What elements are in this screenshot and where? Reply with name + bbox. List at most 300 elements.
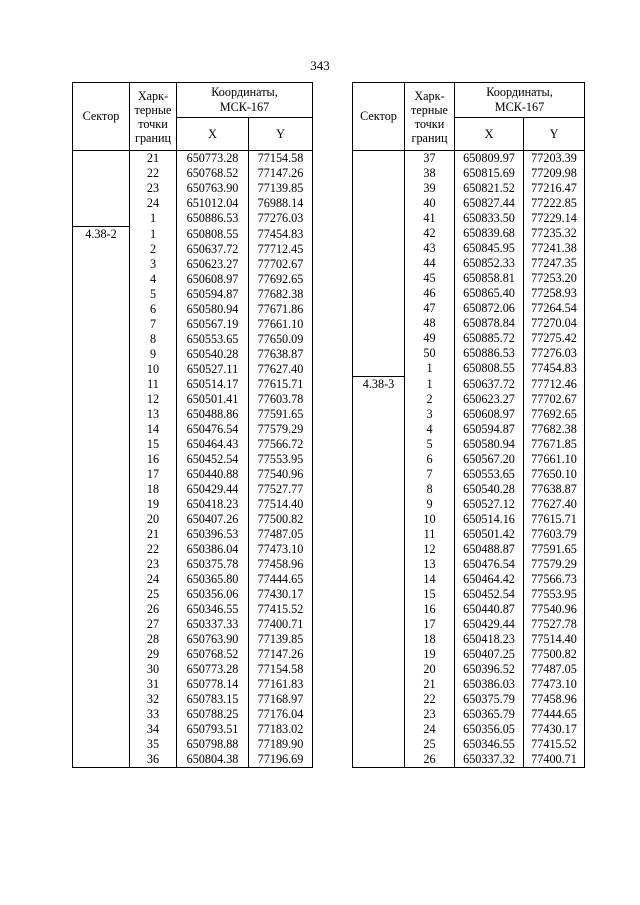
x-cell: 650788.25 [177,707,249,722]
x-cell: 650580.94 [177,302,249,317]
sector-cell [73,452,130,467]
point-cell: 13 [130,407,177,422]
x-cell: 650852.33 [455,256,524,271]
sector-cell [353,452,405,467]
point-cell: 30 [130,662,177,677]
table-row [73,452,313,467]
y-cell: 77540.96 [249,467,313,482]
x-cell: 650396.53 [177,527,249,542]
point-cell: 39 [405,181,455,196]
x-cell: 650429.44 [177,482,249,497]
y-cell: 77712.45 [249,242,313,257]
points-header: Харк- терные точки границ [405,83,455,151]
sector-cell [353,707,405,722]
table-row [353,617,585,632]
x-cell: 650527.12 [455,497,524,512]
sector-cell [353,256,405,271]
table-row [353,662,585,677]
point-cell: 23 [405,707,455,722]
table-row [353,482,585,497]
point-cell: 17 [130,467,177,482]
point-cell: 32 [130,692,177,707]
sector-cell [353,286,405,301]
y-cell: 77139.85 [249,632,313,647]
table-row [353,752,585,768]
y-cell: 77500.82 [524,647,585,662]
point-cell: 6 [405,452,455,467]
point-cell: 1 [130,211,177,227]
point-cell: 15 [405,587,455,602]
point-cell: 17 [405,617,455,632]
y-cell: 77454.83 [249,227,313,243]
sector-cell [73,151,130,167]
x-cell: 650527.11 [177,362,249,377]
sector-cell [353,392,405,407]
y-cell: 77415.52 [249,602,313,617]
table-row [353,331,585,346]
table-row [73,617,313,632]
sector-cell: 4.38-2 [73,227,130,243]
sector-cell [353,497,405,512]
point-cell: 28 [130,632,177,647]
point-cell: 14 [130,422,177,437]
sector-cell: 4.38-3 [353,377,405,393]
y-cell: 77161.83 [249,677,313,692]
y-cell: 77615.71 [249,377,313,392]
table-row [73,557,313,572]
coordinates-table-right [352,82,585,768]
x-cell: 650514.16 [455,512,524,527]
table-row [73,692,313,707]
table-row [73,287,313,302]
table-row [353,271,585,286]
y-cell: 77444.65 [249,572,313,587]
x-cell: 650440.87 [455,602,524,617]
x-cell: 650396.52 [455,662,524,677]
y-cell: 77203.39 [524,151,585,167]
table-row [73,211,313,227]
table-row [73,467,313,482]
table-row [353,497,585,512]
y-cell: 77222.85 [524,196,585,211]
table-row [73,422,313,437]
sector-cell [73,602,130,617]
sector-cell [353,346,405,361]
x-cell: 650783.15 [177,692,249,707]
coordinates-header: Координаты, МСК-167 [177,83,313,118]
point-cell: 24 [405,722,455,737]
table-row [73,166,313,181]
table-row [353,226,585,241]
x-cell: 650418.23 [177,497,249,512]
point-cell: 25 [130,587,177,602]
x-cell: 650476.54 [177,422,249,437]
y-cell: 77458.96 [249,557,313,572]
y-cell: 77275.42 [524,331,585,346]
sector-cell [353,226,405,241]
y-cell: 77430.17 [249,587,313,602]
table-row [353,572,585,587]
sector-cell [73,437,130,452]
x-cell: 650365.79 [455,707,524,722]
point-cell: 27 [130,617,177,632]
x-cell: 650375.78 [177,557,249,572]
y-cell: 77527.78 [524,617,585,632]
point-cell: 9 [405,497,455,512]
table-row [353,361,585,377]
sector-cell [353,632,405,647]
x-cell: 650886.53 [177,211,249,227]
x-cell: 650808.55 [177,227,249,243]
coordinates-table-left [72,82,313,768]
x-cell: 650540.28 [177,347,249,362]
table-row [353,542,585,557]
table-row [353,527,585,542]
sector-cell [73,662,130,677]
table-row [73,242,313,257]
x-cell: 650386.04 [177,542,249,557]
table-row [73,407,313,422]
point-cell: 34 [130,722,177,737]
x-cell: 650872.06 [455,301,524,316]
point-cell: 45 [405,271,455,286]
x-cell: 650763.90 [177,181,249,196]
point-cell: 10 [130,362,177,377]
x-header: X [455,118,524,151]
y-cell: 77189.90 [249,737,313,752]
sector-cell [73,181,130,196]
sector-cell [73,272,130,287]
y-cell: 77216.47 [524,181,585,196]
y-cell: 77591.65 [249,407,313,422]
sector-cell [353,587,405,602]
y-header: Y [524,118,585,151]
x-cell: 650365.80 [177,572,249,587]
table-row [353,602,585,617]
table-row [73,332,313,347]
y-cell: 77692.65 [524,407,585,422]
table-row [353,692,585,707]
y-cell: 77487.05 [249,527,313,542]
y-cell: 77276.03 [249,211,313,227]
x-cell: 650885.72 [455,331,524,346]
table-row [73,722,313,737]
y-cell: 77527.77 [249,482,313,497]
sector-cell [353,467,405,482]
x-cell: 650337.33 [177,617,249,632]
y-cell: 77671.85 [524,437,585,452]
point-cell: 19 [405,647,455,662]
sector-cell [353,271,405,286]
point-cell: 21 [130,151,177,167]
y-cell: 77154.58 [249,151,313,167]
table-row [353,587,585,602]
point-cell: 11 [130,377,177,392]
table-row [353,286,585,301]
y-cell: 77661.10 [249,317,313,332]
x-cell: 650833.50 [455,211,524,226]
x-cell: 650553.65 [455,467,524,482]
point-cell: 41 [405,211,455,226]
sector-cell [353,331,405,346]
table-row [353,346,585,361]
x-cell: 650567.20 [455,452,524,467]
x-cell: 650452.54 [455,587,524,602]
table-row [353,407,585,422]
y-cell: 77682.38 [524,422,585,437]
sector-cell [353,527,405,542]
point-cell: 44 [405,256,455,271]
table-row [353,722,585,737]
y-cell: 77566.72 [249,437,313,452]
table-row [353,437,585,452]
sector-cell [73,317,130,332]
y-cell: 77514.40 [524,632,585,647]
table-row [73,572,313,587]
sector-cell [73,632,130,647]
table-row [73,362,313,377]
sector-cell [73,287,130,302]
sector-cell [353,752,405,768]
x-cell: 650356.06 [177,587,249,602]
table-row [353,241,585,256]
point-cell: 1 [130,227,177,243]
sector-cell [353,361,405,377]
point-cell: 20 [130,512,177,527]
x-cell: 650637.72 [455,377,524,393]
point-cell: 8 [130,332,177,347]
sector-cell [353,617,405,632]
table-row [73,181,313,196]
table-row [73,377,313,392]
point-cell: 29 [130,647,177,662]
point-cell: 46 [405,286,455,301]
y-cell: 77591.65 [524,542,585,557]
point-cell: 26 [130,602,177,617]
table-row [73,662,313,677]
x-cell: 650623.27 [455,392,524,407]
point-cell: 8 [405,482,455,497]
x-cell: 650346.55 [455,737,524,752]
table-row [73,227,313,243]
point-cell: 5 [130,287,177,302]
y-cell: 77712.46 [524,377,585,393]
table-row [353,211,585,226]
table-row [73,647,313,662]
x-cell: 650865.40 [455,286,524,301]
sector-cell [73,347,130,362]
table-row [353,181,585,196]
sector-cell [73,467,130,482]
table-row [353,256,585,271]
sector-cell [73,392,130,407]
table-row [73,437,313,452]
y-cell: 77276.03 [524,346,585,361]
point-cell: 7 [130,317,177,332]
y-cell: 77702.67 [249,257,313,272]
y-cell: 77627.40 [524,497,585,512]
y-cell: 77264.54 [524,301,585,316]
sector-cell [73,557,130,572]
point-cell: 22 [130,166,177,181]
y-cell: 77458.96 [524,692,585,707]
x-cell: 650580.94 [455,437,524,452]
x-cell: 650594.87 [177,287,249,302]
point-cell: 23 [130,181,177,196]
sector-cell [73,407,130,422]
x-cell: 650878.84 [455,316,524,331]
sector-cell [73,587,130,602]
x-cell: 650594.87 [455,422,524,437]
sector-cell [73,497,130,512]
sector-cell [353,482,405,497]
table-row [353,422,585,437]
y-cell: 77400.71 [249,617,313,632]
y-cell: 77553.95 [524,587,585,602]
point-cell: 9 [130,347,177,362]
y-cell: 77139.85 [249,181,313,196]
x-cell: 650623.27 [177,257,249,272]
table-row [73,392,313,407]
table-row [73,497,313,512]
point-cell: 47 [405,301,455,316]
sector-cell [353,437,405,452]
sector-cell [73,647,130,662]
point-cell: 36 [130,752,177,768]
sector-cell [353,557,405,572]
sector-cell [353,151,405,167]
x-cell: 650452.54 [177,452,249,467]
x-cell: 651012.04 [177,196,249,211]
y-cell: 77147.26 [249,647,313,662]
sector-cell [73,422,130,437]
table-row [73,677,313,692]
point-cell: 21 [405,677,455,692]
sector-cell [353,166,405,181]
sector-header: Сектор [353,83,405,151]
table-row [353,151,585,167]
x-cell: 650356.05 [455,722,524,737]
sector-cell [73,377,130,392]
x-cell: 650637.72 [177,242,249,257]
x-cell: 650540.28 [455,482,524,497]
sector-cell [73,302,130,317]
table-row [73,512,313,527]
y-cell: 77147.26 [249,166,313,181]
x-cell: 650476.54 [455,557,524,572]
table-row [353,707,585,722]
point-cell: 33 [130,707,177,722]
sector-cell [353,572,405,587]
y-cell: 77241.38 [524,241,585,256]
x-cell: 650768.52 [177,166,249,181]
point-cell: 35 [130,737,177,752]
x-cell: 650839.68 [455,226,524,241]
sector-cell [353,542,405,557]
point-cell: 20 [405,662,455,677]
y-cell: 77400.71 [524,752,585,768]
sector-cell [73,617,130,632]
coordinates-header: Координаты, МСК-167 [455,83,585,118]
x-header: X [177,118,249,151]
sector-cell [353,196,405,211]
point-cell: 12 [405,542,455,557]
table-row [73,632,313,647]
table-row [353,452,585,467]
y-cell: 77661.10 [524,452,585,467]
y-cell: 77444.65 [524,707,585,722]
y-cell: 77154.58 [249,662,313,677]
table-row [73,587,313,602]
sector-cell [353,422,405,437]
sector-cell [353,211,405,226]
x-cell: 650464.42 [455,572,524,587]
table-row [73,707,313,722]
table-row [73,317,313,332]
y-cell: 77638.87 [249,347,313,362]
table-row [73,272,313,287]
x-cell: 650464.43 [177,437,249,452]
sector-cell [73,242,130,257]
table-row [353,677,585,692]
sector-cell [353,301,405,316]
x-cell: 650763.90 [177,632,249,647]
y-cell: 77500.82 [249,512,313,527]
y-cell: 77235.32 [524,226,585,241]
x-cell: 650778.14 [177,677,249,692]
x-cell: 650337.32 [455,752,524,768]
sector-cell [73,542,130,557]
table-row [73,347,313,362]
table-row [73,302,313,317]
point-cell: 38 [405,166,455,181]
page-number: 343 [310,58,330,73]
x-cell: 650567.19 [177,317,249,332]
y-cell: 77487.05 [524,662,585,677]
y-cell: 77196.69 [249,752,313,768]
point-cell: 7 [405,467,455,482]
x-cell: 650845.95 [455,241,524,256]
point-cell: 16 [130,452,177,467]
sector-cell [73,677,130,692]
x-cell: 650858.81 [455,271,524,286]
point-cell: 16 [405,602,455,617]
points-header: Харк- терные точки границ [130,83,177,151]
sector-cell [73,332,130,347]
sector-cell [73,527,130,542]
y-cell: 77473.10 [524,677,585,692]
x-cell: 650375.79 [455,692,524,707]
y-cell: 77270.04 [524,316,585,331]
y-cell: 77692.65 [249,272,313,287]
table-row [353,512,585,527]
x-cell: 650804.38 [177,752,249,768]
y-cell: 77473.10 [249,542,313,557]
sector-cell [353,737,405,752]
point-cell: 1 [405,377,455,393]
x-cell: 650608.97 [455,407,524,422]
x-cell: 650608.97 [177,272,249,287]
point-cell: 6 [130,302,177,317]
y-cell: 77183.02 [249,722,313,737]
point-cell: 4 [405,422,455,437]
y-cell: 77650.10 [524,467,585,482]
x-cell: 650346.55 [177,602,249,617]
sector-cell [73,257,130,272]
x-cell: 650798.88 [177,737,249,752]
x-cell: 650793.51 [177,722,249,737]
point-cell: 3 [405,407,455,422]
